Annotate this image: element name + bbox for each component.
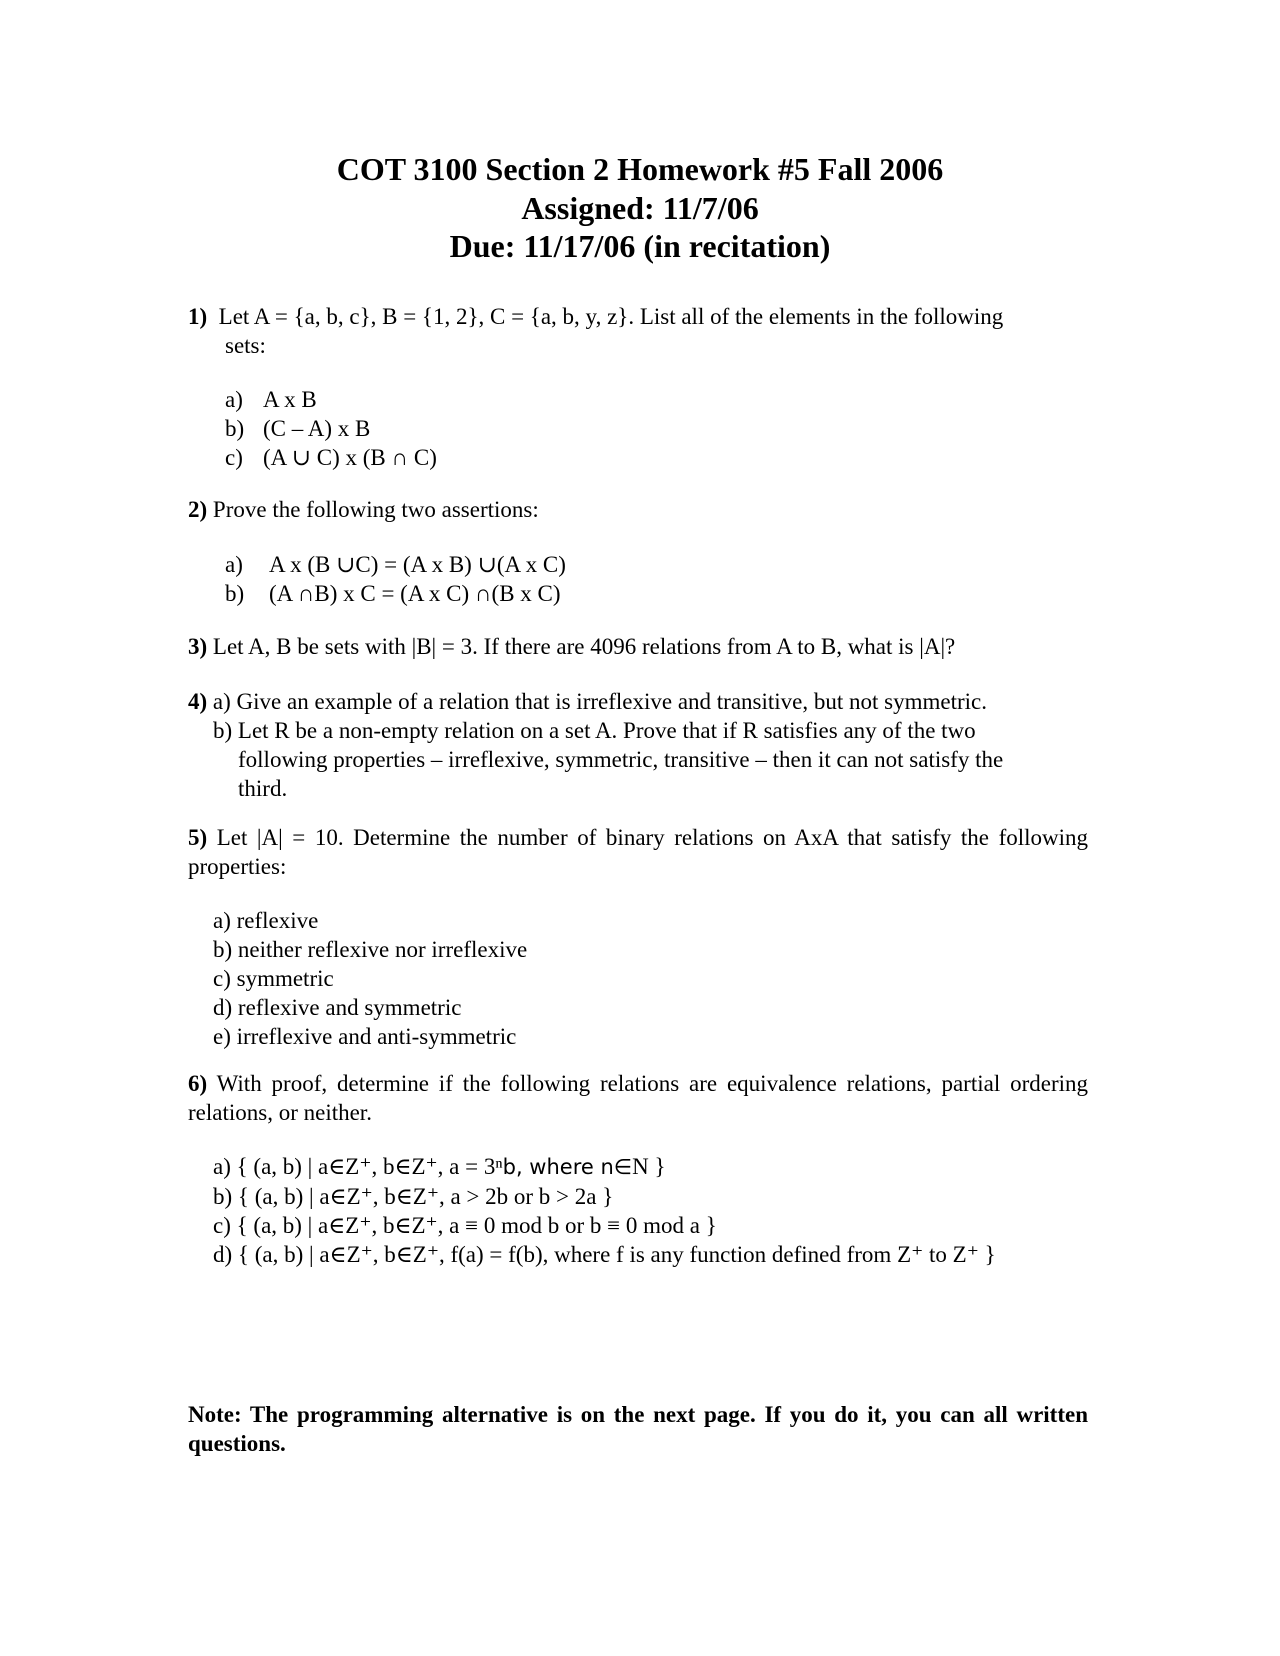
list-item: a) A x (B ∪C) = (A x B) ∪(A x C) [225,552,566,577]
list-item: c) { (a, b) | a∈Z⁺, b∈Z⁺, a ≡ 0 mod b or b ≡ 0 mod a } [213,1213,717,1238]
question-5-items [213,906,527,1051]
list-item: c) (A ∪ C) x (B ∩ C) [225,445,437,470]
list-item: e) irreflexive and anti-symmetric [213,1024,517,1049]
list-item: d) { (a, b) | a∈Z⁺, b∈Z⁺, f(a) = f(b), where f is any function defined from Z⁺ to Z⁺ } [213,1242,996,1267]
question-3-text: Let A, B be sets with |B| = 3. If there are 4096 relations from A to B, what is |A|? [212,634,956,659]
note-paragraph: Note: The programming alternative is on the next page. If you do it, you can all written questions. [188,1402,1088,1456]
question-1-number: 1) [188,304,208,329]
title-line-3: Due: 11/17/06 (in recitation) [449,228,831,264]
question-4-part-b-line-3: third. [238,776,288,801]
question-1-items [225,385,437,472]
question-5-text: Let |A| = 10. Determine the number of binary relations on AxA that satisfy the following properties: [188,825,1089,879]
question-2-items [225,550,566,608]
title-line-1: COT 3100 Section 2 Homework #5 Fall 2006 [336,151,944,187]
question-5 [188,823,1088,881]
list-item: d) reflexive and symmetric [213,995,462,1020]
question-1-text-line-2: sets: [225,333,266,358]
question-3-number: 3) [188,634,208,659]
question-5-number: 5) [188,825,208,850]
question-2 [188,495,1088,524]
title-line-2: Assigned: 11/7/06 [521,190,759,226]
list-item: b) (C – A) x B [225,416,371,441]
question-4-part-b-line-2: following properties – irreflexive, symmetric, transitive – then it can not satisfy the [238,747,1004,772]
question-4 [188,687,1088,803]
list-item: a) { (a, b) | a∈Z⁺, b∈Z⁺, a = 3ⁿb, where n∈N } [213,1154,666,1179]
question-6-items [213,1152,996,1269]
question-1-text-line-1: Let A = {a, b, c}, B = {1, 2}, C = {a, b, y, z}. List all of the elements in the following [218,304,1004,329]
question-3 [188,632,1088,661]
question-1 [188,302,1088,360]
question-6-number: 6) [188,1071,208,1096]
list-item: b) { (a, b) | a∈Z⁺, b∈Z⁺, a > 2b or b > 2a } [213,1184,614,1209]
list-item: a) reflexive [213,908,319,933]
list-item: a) A x B [225,387,317,412]
question-4-number: 4) [188,689,208,714]
question-2-number: 2) [188,497,208,522]
list-item: b) (A ∩B) x C = (A x C) ∩(B x C) [225,581,561,606]
question-4-part-b-line-1: b) Let R be a non-empty relation on a set A. Prove that if R satisfies any of the two [213,718,976,743]
list-item: c) symmetric [213,966,334,991]
question-6-text: With proof, determine if the following relations are equivalence relations, partial ordering relations, or neither. [188,1071,1088,1125]
question-6 [188,1069,1088,1127]
list-item: b) neither reflexive nor irreflexive [213,937,528,962]
question-2-text: Prove the following two assertions: [212,497,539,522]
question-4-part-a: a) Give an example of a relation that is irreflexive and transitive, but not symmetric. [212,689,987,714]
